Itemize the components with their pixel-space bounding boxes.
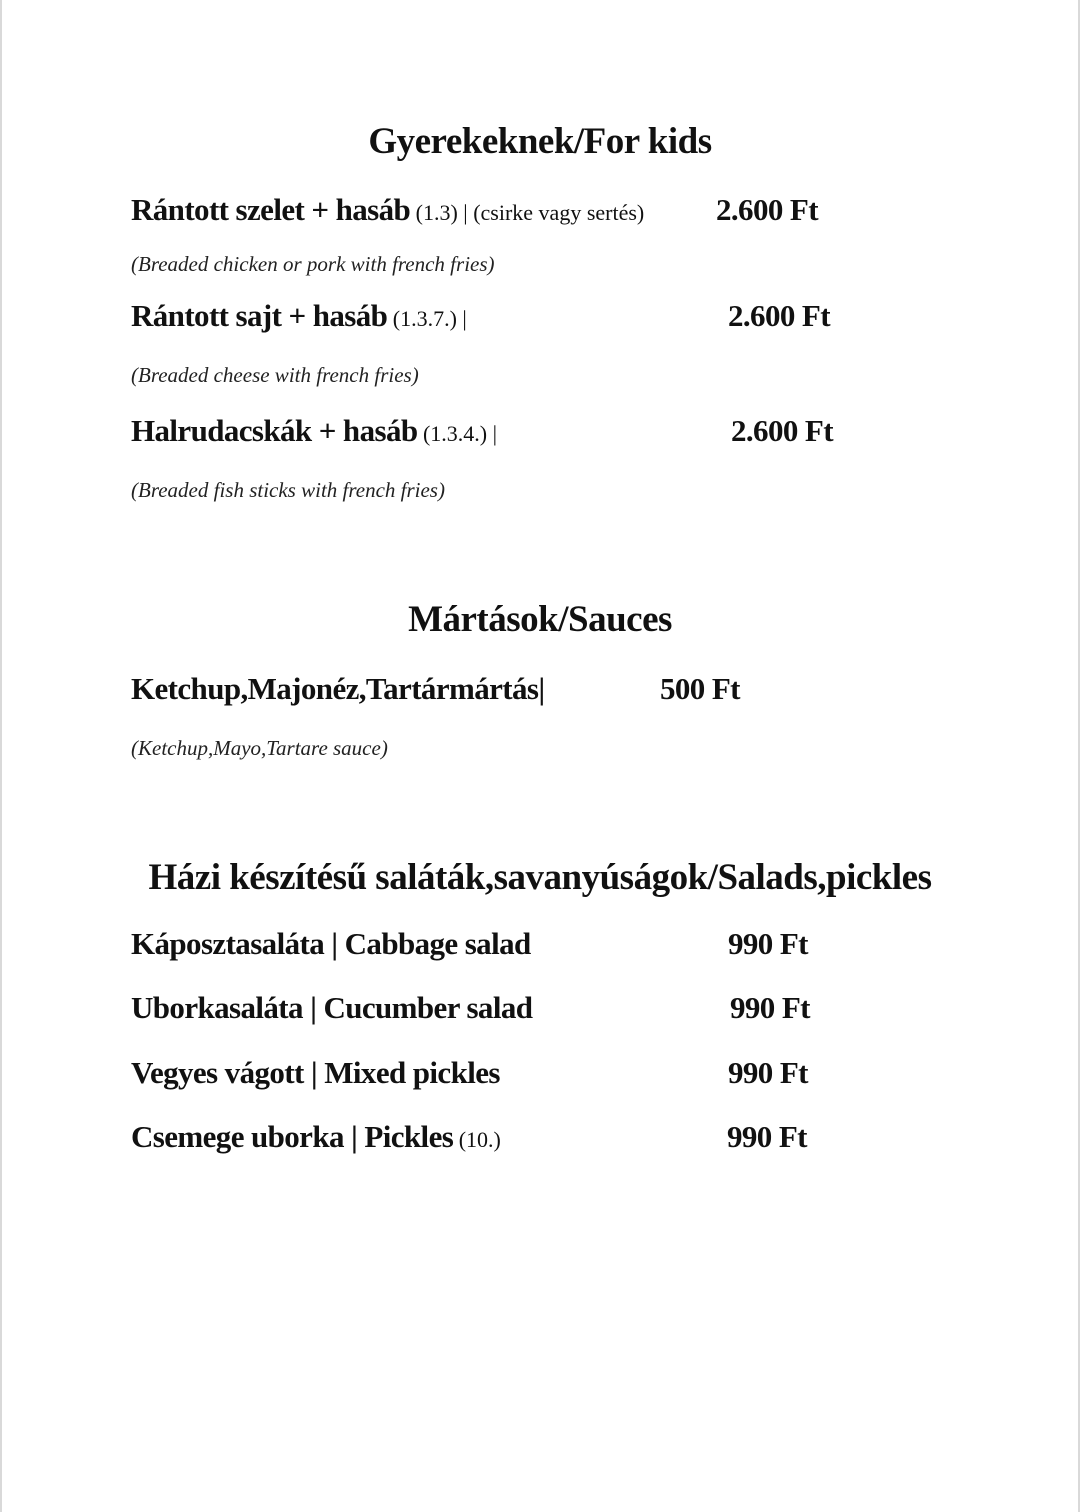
item-allergens: (10.) xyxy=(453,1127,501,1152)
menu-item-cucumber-salad xyxy=(131,990,532,1026)
item-description: (Ketchup,Mayo,Tartare sauce) xyxy=(131,736,388,760)
item-allergens: (1.3.4.) | xyxy=(417,421,498,446)
item-price: 2.600 Ft xyxy=(731,413,833,448)
page-border-left xyxy=(0,0,2,1512)
item-name: Ketchup,Majonéz,Tartármártás| xyxy=(131,671,545,706)
item-allergens: (1.3) | (csirke vagy sertés) xyxy=(410,200,645,225)
menu-item-cabbage-salad xyxy=(131,926,531,962)
item-description: (Breaded cheese with french fries) xyxy=(131,363,419,387)
section-heading-sauces: Mártások/Sauces xyxy=(408,599,672,640)
item-name: Káposztasaláta | Cabbage salad xyxy=(131,926,531,961)
item-price: 990 Ft xyxy=(730,990,810,1025)
menu-item-breaded-cheese xyxy=(131,298,467,334)
menu-item-fish-sticks xyxy=(131,413,497,449)
item-name: Uborkasaláta | Cucumber salad xyxy=(131,990,533,1025)
menu-item-sauces xyxy=(131,671,545,707)
item-price: 990 Ft xyxy=(728,926,808,961)
item-price: 990 Ft xyxy=(727,1119,807,1154)
item-description: (Breaded chicken or pork with french fries) xyxy=(131,252,495,276)
item-allergens: (1.3.7.) | xyxy=(387,306,467,331)
menu-item-pickles xyxy=(131,1119,501,1155)
section-heading-salads: Házi készítésű saláták,savanyúságok/Salads,pickles xyxy=(148,857,932,898)
menu-item-mixed-pickles xyxy=(131,1055,500,1091)
menu-item-breaded-schnitzel xyxy=(131,192,644,228)
item-name: Csemege uborka | Pickles xyxy=(131,1119,454,1154)
item-price: 2.600 Ft xyxy=(728,298,830,333)
section-heading-kids: Gyerekeknek/For kids xyxy=(368,121,712,162)
item-name: Halrudacskák + hasáb xyxy=(131,413,418,448)
item-price: 500 Ft xyxy=(660,671,740,706)
item-price: 990 Ft xyxy=(728,1055,808,1090)
item-name: Vegyes vágott | Mixed pickles xyxy=(131,1055,500,1090)
item-name: Rántott szelet + hasáb xyxy=(131,192,411,227)
item-description: (Breaded fish sticks with french fries) xyxy=(131,478,445,502)
item-price: 2.600 Ft xyxy=(716,192,818,227)
item-name: Rántott sajt + hasáb xyxy=(131,298,388,333)
